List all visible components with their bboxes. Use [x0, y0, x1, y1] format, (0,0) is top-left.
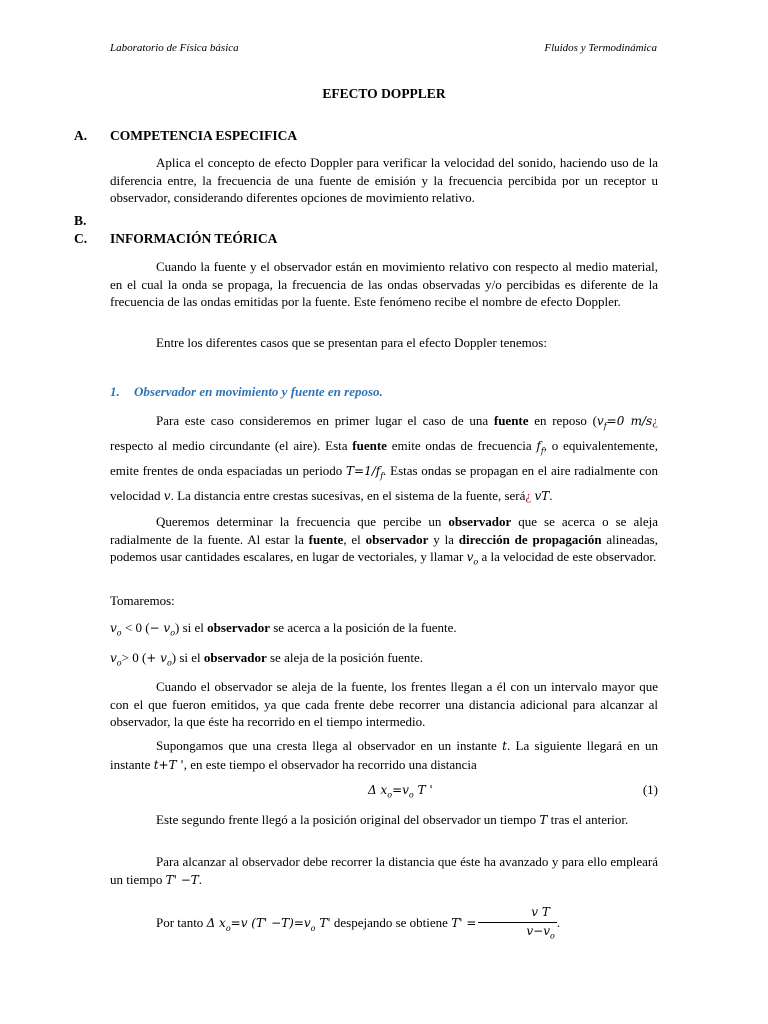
teoria-paragraph-2: Entre los diferentes casos que se presentan para el efecto Doppler tenemos: — [156, 335, 547, 350]
cresta-paragraph: Supongamos que una cresta llega al observador en un instante t. La siguiente llegará en un instante t+T ', en este tiempo el observador ha recorrido una distancia — [110, 738, 658, 772]
section-a-letter: A. — [74, 128, 88, 143]
caso1-paragraph: Para este caso consideremos en primer lugar el caso de una fuente en reposo ($v_f=0$ m/s¿ respecto al medio circundante (el aire). Esta fuente emite ondas de frecuencia $f_f$, o equivalentemente, emite frentes de onda espaciadas un periodo $T=1/f_f$. Estas ondas se propagan en el aire radialmente con velocidad v. La distancia entre crestas sucesivas, en el sistema de la fuente, será¿ vT. — [110, 413, 658, 504]
segundo-paragraph: Este segundo frente llegó a la posición original del observador un tiempo T tras el anterior. — [156, 812, 629, 827]
header-right: Fluidos y Termodinámica — [544, 42, 657, 54]
equation-1: Δ $x_o=v_o$ T ' — [368, 783, 433, 800]
tomaremos-label: Tomaremos: — [110, 593, 175, 608]
aleja-paragraph: Cuando el observador se aleja de la fuente, los frentes llegan a él con un intervalo mayor que con el que fueron emitidos, ya que cada frente debe recorrer una distancia adicional para alcanzar al observador, la que éste ha recorrido en el tiempo intermedio. — [110, 679, 658, 729]
condition-aleja: $v_o> 0$ (+ $v_o$) si el observador se aleja de la posición fuente. — [110, 650, 424, 668]
subsection-number: 1. — [110, 384, 120, 399]
competencia-paragraph: Aplica el concepto de efecto Doppler para verificar la velocidad del sonido, haciendo uso de la diferencia entre, la frecuencia de una fuente de emisión y la frecuencia percibida por un receptor u observador, considerando diferentes opciones de movimiento relativo. — [110, 155, 658, 205]
condition-acerca: $v_o < 0$ (− $v_o$) si el observador se acerca a la posición de la fuente. — [110, 620, 457, 638]
section-a-heading — [74, 128, 297, 144]
inverted-question-glyph: ¿ — [652, 413, 658, 428]
section-c-letter: C. — [74, 231, 88, 246]
teoria-paragraph-1: Cuando la fuente y el observador están en movimiento relativo con respecto al medio material, en el cual la onda se propaga, la frecuencia de las ondas observadas y/o percibidas es diferente de la frecuencia de las ondas emitidas por la fuente. Este fenómeno recibe el nombre de efecto Doppler. — [110, 259, 658, 309]
section-c-title: INFORMACIÓN TEÓRICA — [110, 231, 278, 246]
header-left: Laboratorio de Física básica — [110, 42, 239, 54]
equation-1-number: (1) — [642, 782, 658, 797]
section-b-letter: B. — [74, 213, 87, 228]
subsection-title: Observador en movimiento y fuente en reposo. — [134, 384, 383, 399]
alcanzar-paragraph: Para alcanzar al observador debe recorrer la distancia que éste ha avanzado y para ello empleará un tiempo T' −T. — [110, 854, 658, 887]
section-a-title: COMPETENCIA ESPECIFICA — [110, 128, 298, 143]
page-title: EFECTO DOPPLER — [322, 86, 446, 101]
subsection-heading — [110, 384, 383, 400]
observador-paragraph: Queremos determinar la frecuencia que percibe un observador que se acerca o se aleja radialmente de la fuente. Al estar la fuente, el observador y la dirección de propagación alineadas, podemos usar cantidades escalares, en lugar de vectoriales, y llamar $v_o$ a la velocidad de este observador. — [110, 514, 658, 567]
portanto-paragraph: Por tanto Δ $x_o=v$ $(T' -T)=v_o$ T' despejando se obtiene T' = $\frac{\text{v T}}{v-v_o}$ . — [110, 904, 658, 944]
section-c-heading — [74, 231, 277, 247]
fraction: $\frac{\text{v T}}{v-v_o}$ — [478, 904, 556, 944]
section-b-heading — [74, 213, 110, 229]
